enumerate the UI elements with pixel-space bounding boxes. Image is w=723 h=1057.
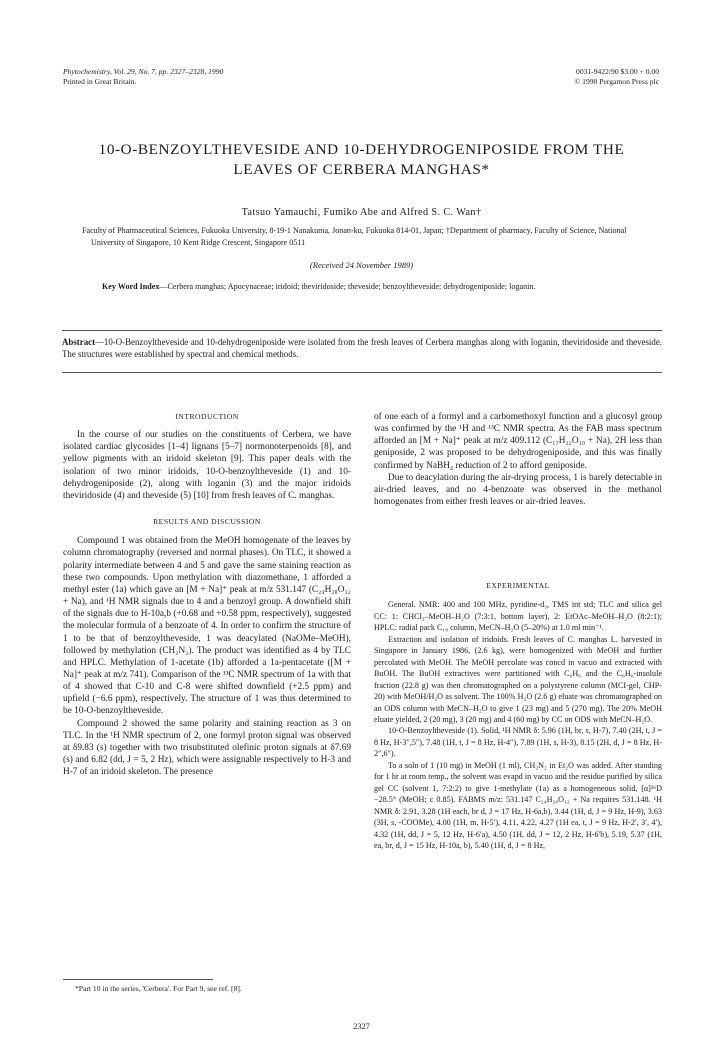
- publisher-info: [574, 67, 659, 87]
- printed-line: Printed in Great Britain.: [63, 77, 137, 86]
- received-date: (Received 24 November 1989): [309, 260, 414, 270]
- abstract-bottom-rule: [62, 372, 662, 373]
- abstract-top-rule: [62, 330, 662, 331]
- discussion-paragraph-2: Due to deacylation during the air-drying process, 1 is barely detectable in air-dried leaves, and no 4-benzoate was observed in the methanol homogenates from either fresh leaves or air-dried leaves.: [374, 472, 662, 508]
- keyword-label: Key Word Index: [102, 282, 160, 291]
- section-heading-experimental: EXPERIMENTAL: [486, 581, 550, 590]
- keyword-index: [102, 281, 635, 292]
- journal-line: Phytochemistry, Vol. 29, No. 7, pp. 2327–2328, 1990: [63, 67, 224, 76]
- footnote-rule: [63, 979, 213, 980]
- abstract-text: —10-O-Benzoyltheveside and 10-dehydrogeniposide were isolated from the fresh leaves of Cerbera manghas along with loganin, theviridoside and theveside. The structures were established by spectral and chemical methods.: [62, 337, 662, 359]
- title-line-1: 10-O-BENZOYLTHEVESIDE AND 10-DEHYDROGENIPOSIDE FROM THE: [98, 141, 625, 158]
- abstract: [62, 336, 662, 360]
- experimental-general: General. NMR: 400 and 100 MHz, pyridine-d₅, TMS int std; TLC and silica gel CC: 1: CHCl₃–MeOH–H₂O (7:3:1, bottom layer), 2: EtOAc–MeOH–H₂O (8:2:1); HPLC: radial pack C₁₈ column, MeCN–H₂O (5–20%) at 1.0 ml min⁻¹.: [374, 600, 662, 633]
- experimental-compound-1: 10-O-Benzoyltheveside (1). Solid, ¹H NMR δ: 5.96 (1H, br, s, H-7), 7.40 (2H, t, J = 8 Hz, H-3″,5″), 7.48 (1H, t, J = 8 Hz, H-4″), 7.89 (1H, s, H-3), 8.15 (2H, d, J = 8 Hz, H-2″,6″).: [374, 726, 662, 759]
- right-column: [374, 411, 662, 508]
- left-column: [63, 411, 351, 778]
- experimental-extraction: Extraction and isolation of iridoids. Fresh leaves of C. manghas L. harvested in Singapore in January 1986, (2.6 kg), were homogenized with MeOH and further percolated with MeOH. The MeOH percolate was concd in vacuo and extracted with BuOH. The BuOH extractives were partitioned with C₆H₆ and the C₆H₆-insolule fraction (22.8 g) was then chromatographed on a polystyrene column (MCI-gel, CHP-20) with MeOH/H₂O as solvent. The 100% H₂O (2.6 g) eluate was chromatographed on an ODS column with MeCN–H₂O to give 1 (23 mg) and 5 (270 mg). The 20% MeOH eluate yielded, 2 (20 mg), 3 (20 mg) and 4 (60 mg) by CC on ODS with MeCN–H₂O.: [374, 634, 662, 724]
- section-heading-results: RESULTS AND DISCUSSION: [153, 517, 261, 527]
- copyright-line: © 1990 Pergamon Press plc: [574, 77, 659, 86]
- page-number: 2327: [353, 1022, 370, 1031]
- experimental-methylation: To a soln of 1 (10 mg) in MeOH (1 ml), CH₂N₂ in Et₂O was added. After standing for 1 hr at room temp., the solvent was evapd in vacuo and the residue purified by silica gel CC (solvent 1, 7:2:2) to give 1-methylate (1a) as a homogeneous solid, [α]²⁶D −28.5° (MeOH; c 0.85). FABMS m/z: 531.147 C₂₄H₂₈O₁₂ + Na requires 531.148. ¹H NMR δ: 2.91, 3.28 (1H each, br d, J = 17 Hz, H-6a,b), 3.44 (1H, d, J = 9 Hz, H-9), 3.63 (3H, s, -COOMe), 4.00 (1H, m, H-5′), 4.11, 4.22, 4.27 (1H ea, t, J = 9 Hz, H-2′, 3′, 4′), 4.32 (1H, dd, J = 5, 12 Hz, H-6′a), 4.50 (1H, dd, J = 12, 2 Hz, H-6′b), 5.19, 5.37 (1H, ea, br, d, J = 15 Hz, H-10a, b), 5.40 (1H, d, J = 8 Hz,: [374, 760, 662, 850]
- results-paragraph-1: Compound 1 was obtained from the MeOH homogenate of the leaves by column chromatography (reversed and normal phases). On TLC, it showed a polarity intermediate between 4 and 5 and gave the same staining reaction as these two compounds. Upon methylation with diazomethane, 1 afforded a methyl ester (1a) which gave an [M + Na]⁺ peak at m/z 531.147 (C₂₄H₂₈O₁₂ + Na), and ¹H NMR signals due to 4 and a benzoyl group. A downfield shift of the signals due to H-10a,b (+0.68 and +0.58 ppm, respectively), suggested the molecular formula of a benzoate of 4. In order to confirm the structure of 1 to be that of benzoyltheveside, 1 was deacylated (NaOMe–MeOH), followed by methylation (CH₂N₂). The product was identified as 4 by TLC and HPLC. Methylation of 1-acetate (1b) afforded a 1a-pentacetate ([M + Na]⁺ peak at m/z 741). Comparison of the ¹³C NMR spectrum of 1a with that of 4 showed that C-10 and C-8 were shifted downfield (+2.5 ppm) and upfield (−6.6 ppm), respectively. The structure of 1 was thus determined to be 10-O-benzoyltheveside.: [63, 536, 351, 717]
- title-line-2: LEAVES OF CERBERA MANGHAS*: [233, 161, 490, 178]
- issn-code: 0031-9422/90 $3.00 + 0.00: [576, 67, 659, 76]
- abstract-label: Abstract: [62, 337, 96, 347]
- section-heading-introduction: INTRODUCTION: [175, 412, 239, 421]
- article-title: [40, 140, 683, 180]
- affiliation: Faculty of Pharmaceutical Sciences, Fukuoka University, 8-19-1 Nanakuma, Jonan-ku, Fukuoka 814-01, Japan; †Department of pharmacy, Faculty of Science, National University of Singapore, 10 Kent Ridge Crescent, Singapore 0511: [82, 226, 627, 247]
- results-paragraph-2: Compound 2 showed the same polarity and staining reaction as 3 on TLC. In the ¹H NMR spectrum of 2, one formyl proton signal was observed at δ9.83 (s) together with two trisubstituted olefinic proton signals at δ7.69 (s) and 6.82 (dd, J = 5, 2 Hz), which were assignable respectively to H-3 and H-7 of an iridoid skeleton. The presence: [63, 718, 351, 778]
- discussion-paragraph-1: of one each of a formyl and a carbomethoxyl function and a glucosyl group was confirmed by the ¹H and ¹³C NMR spectra. As the FAB mass spectrum afforded an [M + Na]⁺ peak at m/z 409.112 (C₁₇H₂₂O₁₀ + Na), 2H less than geniposide, 2 was proposed to be dehydrogeniposide, and this was finally confirmed by NaBH₄ reduction of 2 to afford geniposide.: [374, 412, 662, 471]
- experimental-section: [374, 580, 662, 851]
- keyword-text: —Cerbera manghas; Apocynaceae; iridoid; theviridoside; theveside; benzoyltheveside; dehydrogeniposide; loganin.: [159, 282, 536, 291]
- journal-citation: [63, 67, 223, 87]
- introduction-paragraph: In the course of our studies on the constituents of Cerbera, we have isolated cardiac glycosides [1–4] lignans [5–7] normonoterpenoids [8], and yellow pigments with an iridoid skeleton [9]. This paper deals with the isolation of two minor iridoids, 10-O-benzoyltheveside (1) and 10-dehydrogeniposide (2), along with loganin (3) and the major iridoids theviridoside (4) and theveside (5) [10] from fresh leaves of C. manghas.: [63, 430, 351, 501]
- footnote: *Part 10 in the series, 'Cerbera'. For Part 9, see ref. [8].: [75, 984, 242, 993]
- author-list: Tatsuo Yamauchi, Fumiko Abe and Alfred S. C. Wan†: [241, 207, 482, 218]
